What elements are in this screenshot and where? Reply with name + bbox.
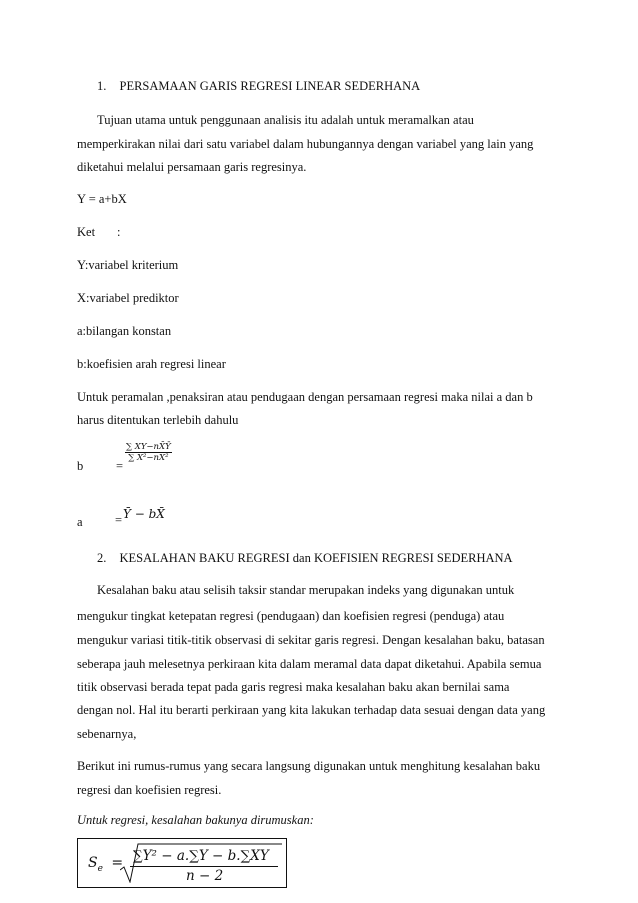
formula-se-lhs <box>88 855 123 874</box>
paragraph-line: Berikut ini rumus-rumus yang secara langsung digunakan untuk menghitung kesalahan baku <box>77 759 541 773</box>
formula-b-fraction <box>125 442 172 463</box>
definition-item: X:variabel prediktor <box>77 291 179 305</box>
ket-colon: : <box>117 225 121 239</box>
paragraph-line: regresi dan koefisien regresi. <box>77 783 222 797</box>
paragraph-line: dengan nol. Hal itu berarti perkiraan yang kita lakukan terhadap data sesuai dengan data yang <box>77 703 546 717</box>
formula-se-box <box>77 838 287 888</box>
paragraph-line: Tujuan utama untuk penggunaan analisis itu adalah untuk meramalkan atau <box>97 113 474 127</box>
formula-se-symbol: S <box>88 855 98 871</box>
formula-b-label: b <box>77 459 84 473</box>
paragraph-line: diketahui melalui persamaan garis regresinya. <box>77 160 307 174</box>
italic-note: Untuk regresi, kesalahan bakunya dirumuskan: <box>77 813 314 827</box>
formula-a-label: a <box>77 515 83 529</box>
paragraph-line: seberapa jauh melesetnya perkiraan kita dalam meramal data dapat diketahui. Apabila semua <box>77 657 542 671</box>
paragraph-line: sebenarnya, <box>77 727 137 741</box>
heading-2 <box>97 551 513 566</box>
paragraph-line: titik observasi berada tepat pada garis regresi maka kesalahan baku akan bernilai sama <box>77 680 510 694</box>
paragraph-line: harus ditentukan terlebih dahulu <box>77 413 239 427</box>
heading-1 <box>97 79 420 94</box>
definition-item: b:koefisien arah regresi linear <box>77 357 226 371</box>
heading-1-text: PERSAMAAN GARIS REGRESI LINEAR SEDERHANA <box>119 79 421 93</box>
heading-2-number: 2. <box>97 551 107 565</box>
heading-2-text: KESALAHAN BAKU REGRESI dan KOEFISIEN REGRESI SEDERHANA <box>119 551 513 565</box>
paragraph-line: memperkirakan nilai dari satu variabel dalam hubungannya dengan variabel yang lain yang <box>77 137 534 151</box>
paragraph-line: mengukur variasi titik-titik observasi di sekitar garis regresi. Dengan kesalahan baku, batasan <box>77 633 545 647</box>
formula-a-equals: = <box>115 513 123 527</box>
formula-b-denominator: ∑ X²−nX̄² <box>128 453 169 463</box>
formula-se-numerator: ∑Y² − a.∑Y − b.∑XY <box>133 848 269 864</box>
formula-a-expression: Ȳ − bX̄ <box>123 507 165 521</box>
definition-item: a:bilangan konstan <box>77 324 172 338</box>
paragraph-line: Kesalahan baku atau selisih taksir standar merupakan indeks yang digunakan untuk <box>97 583 515 597</box>
ket-label: Ket <box>77 225 96 239</box>
formula-b-numerator: ∑ XY−nX̄Ȳ <box>126 442 171 452</box>
fraction-bar <box>130 866 278 867</box>
heading-1-number: 1. <box>97 79 107 93</box>
definition-item: Y:variabel kriterium <box>77 258 179 272</box>
regression-equation: Y = a+bX <box>77 192 127 206</box>
formula-se-equals: = <box>111 855 124 871</box>
paragraph-line: Untuk peramalan ,penaksiran atau pendugaan dengan persamaan regresi maka nilai a dan b <box>77 390 533 404</box>
formula-b-equals: = <box>116 459 124 473</box>
formula-se-subscript: e <box>97 863 103 874</box>
formula-se-denominator: n − 2 <box>186 868 224 884</box>
paragraph-line: mengukur tingkat ketepatan regresi (pendugaan) dan koefisien regresi (penduga) atau <box>77 609 505 623</box>
